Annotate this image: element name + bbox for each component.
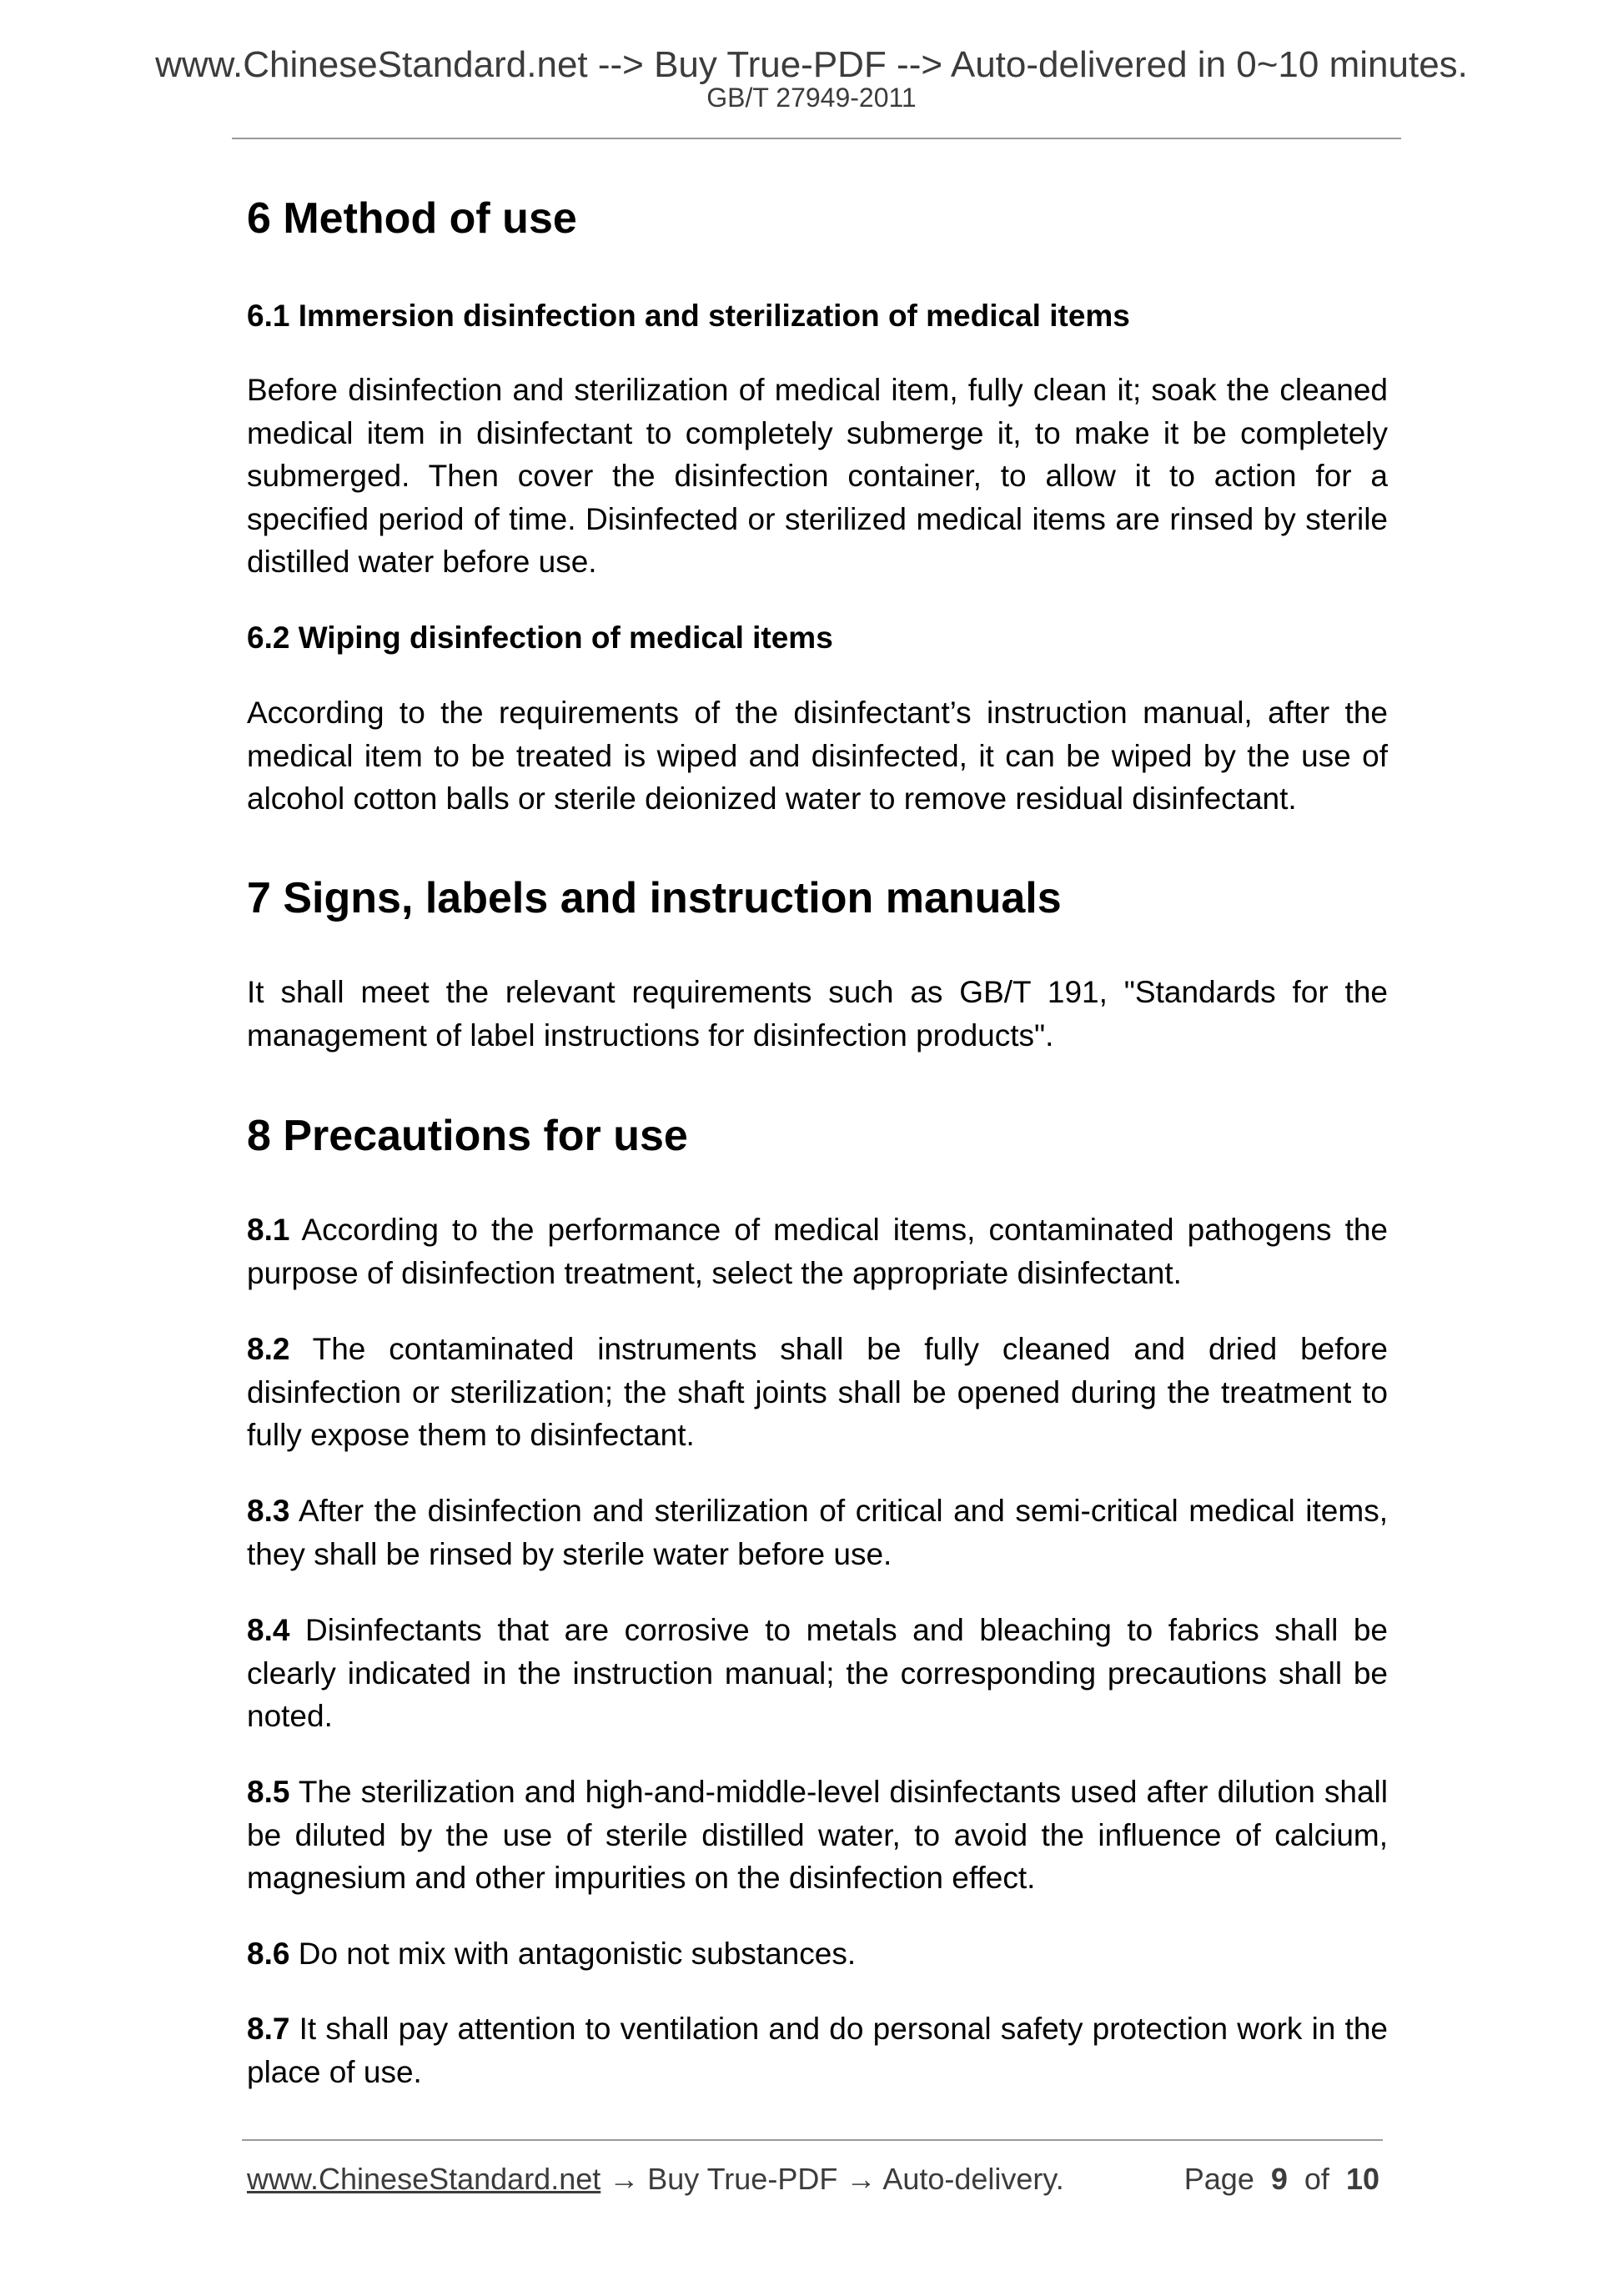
clause-text: The contaminated instruments shall be fully cleaned and dried before disinfection or sterilization; the shaft joints shall be opened during the treatment to fully expose them to disinfectant. (247, 1332, 1388, 1452)
total-pages: 10 (1345, 2162, 1379, 2196)
clause-8-4 (247, 1609, 1388, 1738)
clause-text: Do not mix with antagonistic substances. (298, 1937, 857, 1971)
clause-number: 8.3 (247, 1494, 290, 1528)
page-number: 9 (1270, 2162, 1288, 2196)
clause-text: It shall pay attention to ventilation and do personal safety protection work in the place of use. (247, 2012, 1388, 2089)
clause-8-7 (247, 2007, 1388, 2093)
footer-promo-text: → Buy True-PDF → Auto-delivery. (600, 2162, 1064, 2196)
clause-8-5 (247, 1771, 1388, 1900)
clause-8-2 (247, 1328, 1388, 1457)
clause-8-1 (247, 1208, 1388, 1294)
section-6-heading: 6 Method of use (247, 194, 577, 243)
clause-number: 8.7 (247, 2012, 290, 2046)
clause-text: After the disinfection and sterilization of critical and semi-critical medical items, they shall be rinsed by sterile water before use. (247, 1494, 1388, 1571)
header-banner: www.ChineseStandard.net --> Buy True-PDF --> Auto-delivered in 0~10 minutes. (155, 44, 1468, 85)
document-number: GB/T 27949-2011 (706, 83, 917, 113)
footer-site-link[interactable]: www.ChineseStandard.net (247, 2162, 601, 2196)
clause-text: The sterilization and high-and-middle-level disinfectants used after dilution shall be diluted by the use of sterile distilled water, to avoid the influence of calcium, magnesium and other impurities on the disinfection effect. (247, 1775, 1388, 1895)
page-footer (247, 2158, 1379, 2200)
clause-8-3 (247, 1490, 1388, 1575)
clause-text: Disinfectants that are corrosive to metals and bleaching to fabrics shall be clearly indicated in the instruction manual; the corresponding precautions shall be noted. (247, 1613, 1389, 1733)
clause-number: 8.2 (247, 1332, 290, 1366)
clause-number: 8.6 (247, 1937, 290, 1971)
clause-number: 8.4 (247, 1613, 290, 1647)
of-label: of (1304, 2162, 1329, 2196)
clause-text: According to the performance of medical items, contaminated pathogens the purpose of disinfection treatment, select the appropriate disinfectant. (247, 1213, 1388, 1290)
section-6-1-text: Before disinfection and sterilization of medical item, fully clean it; soak the cleaned medical item in disinfectant to completely submerge it, to make it be completely submerged. Then cover the disinfection container, to allow it to action for a specified period of time. Disinfected or sterilized medical items are rinsed by sterile distilled water before use. (247, 373, 1388, 579)
section-6-1-heading: 6.1 Immersion disinfection and sterilization of medical items (247, 299, 1130, 333)
clause-number: 8.5 (247, 1775, 290, 1809)
section-7-heading: 7 Signs, labels and instruction manuals (247, 874, 1062, 922)
section-7-text: It shall meet the relevant requirements such as GB/T 191, "Standards for the management of label instructions for disinfection products". (247, 975, 1388, 1053)
clause-number: 8.1 (247, 1213, 290, 1247)
section-6-2-text: According to the requirements of the disinfectant’s instruction manual, after the medical item to be treated is wiped and disinfected, it can be wiped by the use of alcohol cotton balls or sterile deionized water to remove residual disinfectant. (247, 696, 1388, 816)
footer-promo (247, 2158, 1064, 2200)
header-divider (232, 138, 1401, 139)
footer-divider (242, 2139, 1383, 2141)
clause-8-6 (247, 1932, 1388, 1976)
section-6-2-heading: 6.2 Wiping disinfection of medical items (247, 620, 833, 655)
section-8-heading: 8 Precautions for use (247, 1112, 688, 1160)
page-label: Page (1183, 2162, 1254, 2196)
page-indicator (1184, 2158, 1379, 2200)
